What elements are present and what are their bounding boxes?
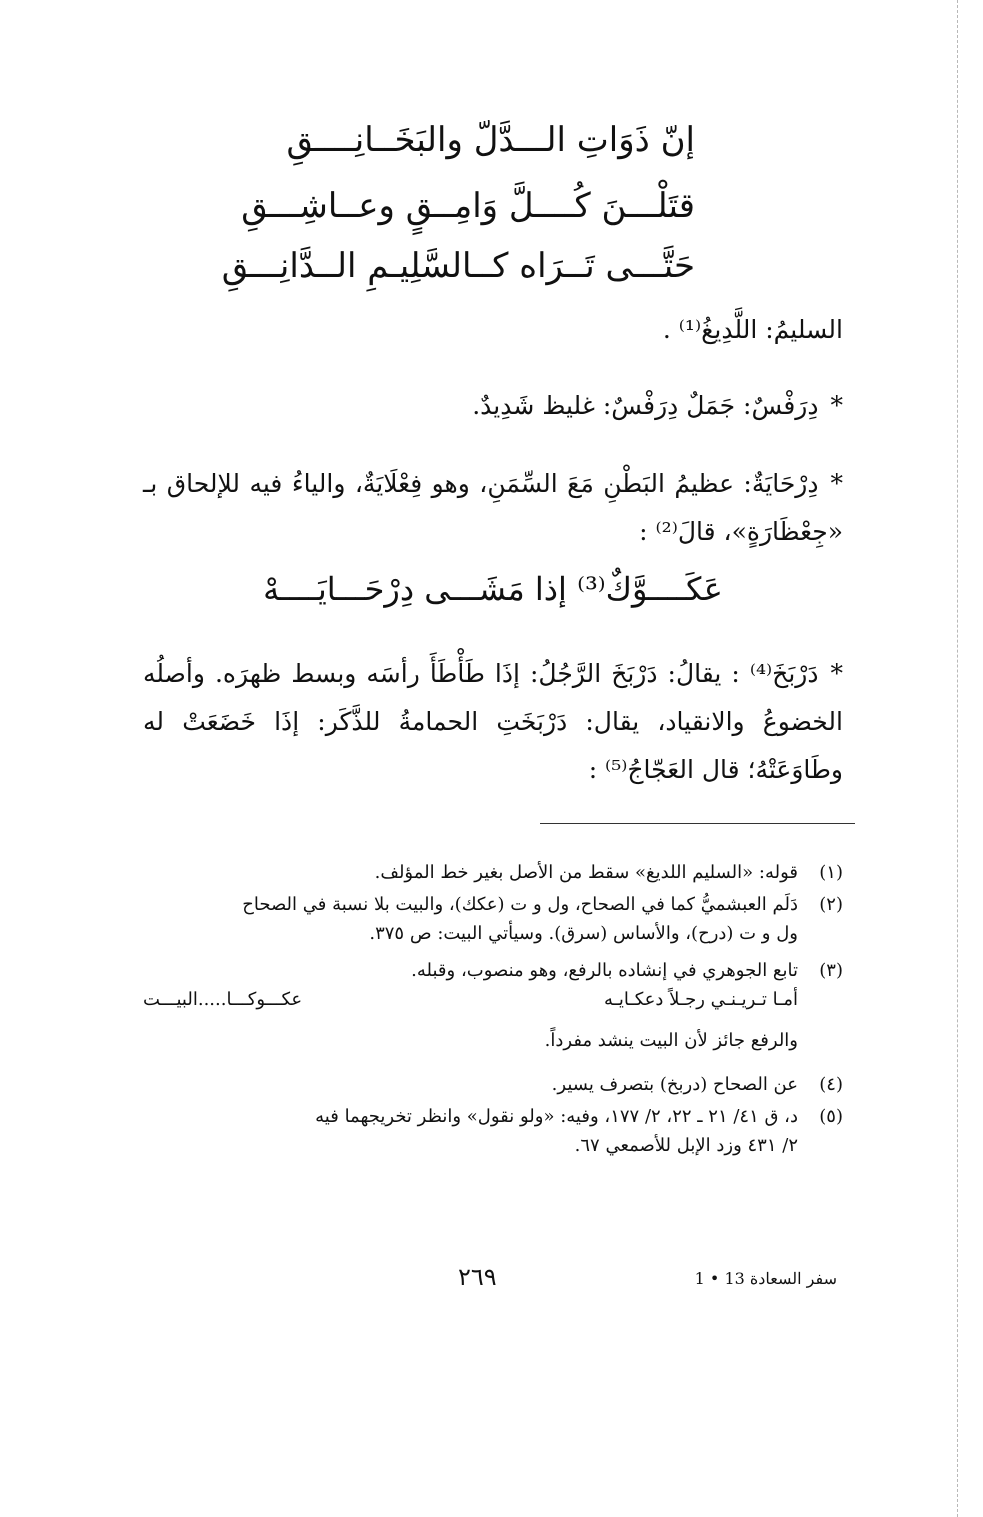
margin-dotted-line <box>957 0 958 1517</box>
footnote-5 <box>143 1102 843 1160</box>
footnote-number: (٢) <box>819 894 843 915</box>
footnote-3 <box>143 956 843 1055</box>
footnote-1 <box>143 858 843 887</box>
entry-dirafs-text: دِرَفْسٌ: جَمَلٌ دِرَفْسٌ: غليظ شَدِيدٌ. <box>472 391 819 420</box>
footnote-text: ٢/ ٤٣١ وزد الإبل للأصمعي ٦٧. <box>574 1135 798 1156</box>
page-number: ٢٦٩ <box>458 1263 497 1291</box>
verse-line-2: قتَلْـــنَ كُــــلَّ وَامِــقٍ وعــاشِـــقِ <box>241 186 695 226</box>
footnote-separator <box>540 823 855 824</box>
verse-line-3: حَتَّـــى تَــرَاه كــالسَّلِيـمِ الــدَّانِـــقِ <box>221 246 695 286</box>
footnote-text: تابع الجوهري في إنشاده بالرفع، وهو منصوب، وقبله. <box>411 960 798 981</box>
footnote-4 <box>143 1070 843 1099</box>
gloss-salim: السليمُ: اللَّدِيغُ⁽¹⁾ . <box>662 315 843 344</box>
verse-ajjaj: عَكَــــوَّكٌ⁽³⁾ إذا مَشَـــى دِرْحَـــايَــــهْ <box>263 570 723 608</box>
entry-marker: * <box>830 659 843 688</box>
footnote-text: دَلَم العبشميُّ كما في الصحاح، ول و ت (عكك)، والبيت بلا نسبة في الصحاح <box>242 894 798 915</box>
footnote-number: (٥) <box>819 1106 843 1127</box>
running-title: سفر السعادة 13 • 1 <box>694 1269 837 1288</box>
footnote-text: د، ق ٤١/ ٢١ ـ ٢٢، ٢/ ١٧٧، وفيه: «ولو نقول» وانظر تخريجهما فيه <box>315 1106 798 1127</box>
entry-marker: * <box>830 391 843 420</box>
footnote-number: (٤) <box>819 1074 843 1095</box>
footnote-poem <box>143 985 798 1014</box>
entry-dirhaya-text: دِرْحَايَةٌ: عظيمُ البَطْنِ مَعَ السِّمَنِ، وهو فِعْلَايَةٌ، والياءُ فيه للإلحاق بـ «جِعْظَارَةٍ»، قالَ⁽²⁾ : <box>143 469 843 546</box>
entry-dirafs <box>143 382 843 430</box>
footnote-number: (١) <box>819 862 843 883</box>
footnote-poem-hemistich-1: أمـا تـريـنـي رجـلاً دعكـايـه <box>604 989 798 1010</box>
entry-darbakh <box>143 650 843 794</box>
footnote-text: ول و ت (درح)، والأساس (سرق). وسيأتي البيت: ص ٣٧٥. <box>369 923 798 944</box>
footnote-number: (٣) <box>819 960 843 981</box>
verse-line-1: إنّ ذَوَاتِ الـــدَّلّ والبَخَــانِــــقِ <box>286 120 695 160</box>
footnote-text: قوله: «السليم اللديغ» سقط من الأصل بغير خط المؤلف. <box>374 862 798 883</box>
entry-dirhaya <box>143 460 843 556</box>
footnote-poem-hemistich-2: عكـــوكـــا.....البيـــت <box>143 989 303 1010</box>
footnote-text: عن الصحاح (دربخ) بتصرف يسير. <box>551 1074 798 1095</box>
entry-darbakh-text: دَرْبَخَ⁽⁴⁾ : يقالُ: دَرْبَخَ الرَّجُلُ: إذَا طَأْطَأَ رأسَه وبسط ظهرَه. وأصلُه الخضوعُ والانقياد، يقال: دَرْبَخَتِ الحمامةُ للذَّكَر: إذَا خَضَعَتْ له وطَاوَعَتْهُ؛ قال العَجّاجُ⁽⁵⁾ : <box>143 659 843 784</box>
footnote-2 <box>143 890 843 948</box>
footnote-text: والرفع جائز لأن البيت ينشد مفرداً. <box>544 1030 798 1051</box>
entry-marker: * <box>830 469 843 498</box>
